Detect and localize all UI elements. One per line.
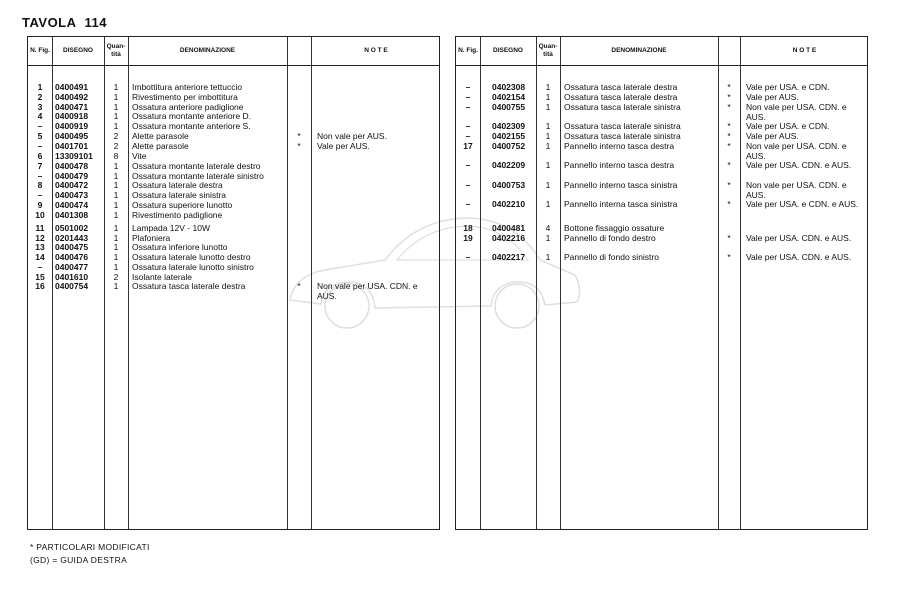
cell-qty: 1 <box>545 252 551 262</box>
cell-qty: 1 <box>545 121 551 131</box>
cell-denominazione: Ossatura inferiore lunotto <box>132 242 228 252</box>
table-row <box>28 111 439 121</box>
cell-note: Vale per AUS. <box>317 141 370 151</box>
title-number: 114 <box>84 15 107 30</box>
cell-disegno: 0501002 <box>55 223 89 233</box>
table-row <box>456 82 867 92</box>
header-qty: Quan-tità <box>106 43 126 58</box>
cell-fig: – <box>465 92 471 102</box>
cell-note: Non vale per USA. CDN. e AUS. <box>746 141 847 161</box>
cell-disegno: 0401308 <box>55 210 89 220</box>
cell-note: Vale per AUS. <box>746 131 799 141</box>
cell-disegno: 0201443 <box>55 233 89 243</box>
cell-disegno: 0400477 <box>55 262 89 272</box>
cell-marker: * <box>727 82 731 92</box>
cell-qty: 1 <box>113 200 119 210</box>
cell-disegno: 0400476 <box>55 252 89 262</box>
cell-disegno: 0400918 <box>55 111 89 121</box>
cell-qty: 1 <box>113 190 119 200</box>
cell-qty: 1 <box>545 92 551 102</box>
cell-denominazione: Pannello interno tasca destra <box>564 141 675 151</box>
header-fig: N. Fig. <box>458 47 478 54</box>
cell-note: Non vale per AUS. <box>317 131 387 141</box>
cell-marker: * <box>727 180 731 190</box>
cell-fig: 7 <box>37 161 43 171</box>
header-denominazione: DENOMINAZIONE <box>179 47 236 54</box>
footnote-gd: (GD) = GUIDA DESTRA <box>30 555 128 565</box>
cell-qty: 1 <box>113 82 119 92</box>
cell-qty: 1 <box>113 252 119 262</box>
cell-denominazione: Pannello interna tasca sinistra <box>564 199 678 209</box>
cell-qty: 8 <box>113 151 119 161</box>
cell-denominazione: Ossatura montante anteriore D. <box>132 111 252 121</box>
cell-qty: 1 <box>545 180 551 190</box>
cell-denominazione: Alette parasole <box>132 131 189 141</box>
cell-note: Vale per USA. CDN. e AUS. <box>746 160 852 170</box>
cell-fig: – <box>465 199 471 209</box>
cell-marker: * <box>727 252 731 262</box>
cell-disegno: 0402308 <box>492 82 526 92</box>
cell-disegno: 0402155 <box>492 131 526 141</box>
cell-denominazione: Pannello di fondo sinistro <box>564 252 659 262</box>
cell-fig: 6 <box>37 151 43 161</box>
cell-denominazione: Isolante laterale <box>132 272 193 282</box>
table-row <box>456 160 867 170</box>
cell-disegno: 0400753 <box>492 180 526 190</box>
cell-note: Non vale per USA. CDN. e AUS. <box>746 180 847 200</box>
cell-fig: 12 <box>35 233 45 243</box>
cell-denominazione: Alette parasole <box>132 141 189 151</box>
header-fig: N. Fig. <box>30 47 50 54</box>
cell-note: Non vale per USA. CDN. e AUS. <box>317 281 418 301</box>
cell-denominazione: Pannello interno tasca sinistra <box>564 180 678 190</box>
cell-denominazione: Ossatura laterale lunotto sinistro <box>132 262 254 272</box>
cell-qty: 1 <box>113 210 119 220</box>
cell-fig: 2 <box>37 92 43 102</box>
cell-qty: 1 <box>545 233 551 243</box>
cell-note: Vale per USA. e CDN. <box>746 121 830 131</box>
cell-qty: 1 <box>113 262 119 272</box>
table-row <box>28 151 439 161</box>
cell-disegno: 0400472 <box>55 180 89 190</box>
cell-disegno: 0400479 <box>55 171 89 181</box>
cell-disegno: 0400474 <box>55 200 89 210</box>
cell-marker: * <box>297 131 301 141</box>
cell-disegno: 0400755 <box>492 102 526 112</box>
header-denominazione: DENOMINAZIONE <box>611 47 667 54</box>
cell-fig: – <box>37 121 43 131</box>
cell-disegno: 0400754 <box>55 281 89 291</box>
cell-note: Non vale per USA. CDN. e AUS. <box>746 102 847 122</box>
cell-fig: – <box>37 190 43 200</box>
cell-qty: 1 <box>545 102 551 112</box>
cell-denominazione: Imbottitura anteriore tettuccio <box>132 82 243 92</box>
car-watermark-icon <box>285 190 585 340</box>
cell-fig: – <box>37 262 43 272</box>
cell-fig: 13 <box>35 242 45 252</box>
cell-marker: * <box>727 141 731 151</box>
cell-disegno: 0400491 <box>55 82 89 92</box>
cell-denominazione: Ossatura laterale destra <box>132 180 223 190</box>
table-row <box>456 180 867 200</box>
table-row <box>456 121 867 131</box>
cell-fig: 9 <box>37 200 43 210</box>
table-row <box>28 82 439 92</box>
cell-qty: 1 <box>113 242 119 252</box>
cell-fig: 14 <box>35 252 45 262</box>
cell-qty: 1 <box>113 111 119 121</box>
cell-disegno: 0402216 <box>492 233 526 243</box>
cell-fig: 10 <box>35 210 45 220</box>
cell-disegno: 0402209 <box>492 160 526 170</box>
cell-denominazione: Plafoniera <box>132 233 171 243</box>
cell-disegno: 0400471 <box>55 102 89 112</box>
cell-denominazione: Rivestimento padiglione <box>132 210 223 220</box>
cell-fig: – <box>465 131 471 141</box>
cell-fig: 17 <box>463 141 473 151</box>
cell-qty: 1 <box>113 223 119 233</box>
cell-denominazione: Ossatura montante anteriore S. <box>132 121 251 131</box>
cell-denominazione: Ossatura tasca laterale sinistra <box>564 131 681 141</box>
cell-qty: 2 <box>113 131 119 141</box>
cell-denominazione: Lampada 12V - 10W <box>132 223 210 233</box>
cell-disegno: 0400478 <box>55 161 89 171</box>
cell-disegno: 0400473 <box>55 190 89 200</box>
cell-fig: 4 <box>37 111 43 121</box>
cell-denominazione: Pannello interno tasca destra <box>564 160 675 170</box>
cell-denominazione: Ossatura tasca laterale destra <box>132 281 246 291</box>
cell-qty: 1 <box>545 141 551 151</box>
cell-marker: * <box>297 141 301 151</box>
cell-qty: 1 <box>545 199 551 209</box>
cell-qty: 1 <box>545 160 551 170</box>
table-row <box>456 92 867 102</box>
cell-marker: * <box>727 121 731 131</box>
cell-qty: 2 <box>113 141 119 151</box>
cell-qty: 4 <box>545 223 551 233</box>
cell-disegno: 0400492 <box>55 92 89 102</box>
cell-fig: – <box>465 160 471 170</box>
cell-fig: 8 <box>37 180 43 190</box>
header-note: N O T E <box>792 47 817 54</box>
header-disegno: DISEGNO <box>63 47 93 54</box>
cell-denominazione: Ossatura montante laterale sinistro <box>132 171 264 181</box>
cell-qty: 1 <box>113 180 119 190</box>
cell-fig: – <box>465 180 471 190</box>
title-label: TAVOLA <box>22 15 77 30</box>
cell-qty: 1 <box>113 161 119 171</box>
cell-denominazione: Bottone fissaggio ossature <box>564 223 665 233</box>
cell-denominazione: Pannello di fondo destro <box>564 233 656 243</box>
cell-qty: 1 <box>113 92 119 102</box>
cell-note: Vale per USA. e CDN. <box>746 82 830 92</box>
cell-fig: 15 <box>35 272 45 282</box>
cell-denominazione: Ossatura tasca laterale sinistra <box>564 102 681 112</box>
cell-note: Vale per USA. CDN. e AUS. <box>746 252 852 262</box>
cell-disegno: 0402210 <box>492 199 526 209</box>
cell-marker: * <box>727 102 731 112</box>
cell-fig: – <box>37 171 43 181</box>
cell-fig: 5 <box>37 131 43 141</box>
cell-denominazione: Vite <box>132 151 147 161</box>
cell-fig: 1 <box>37 82 43 92</box>
cell-qty: 1 <box>113 233 119 243</box>
cell-disegno: 0401610 <box>55 272 89 282</box>
cell-disegno: 0402309 <box>492 121 526 131</box>
table-row <box>456 141 867 161</box>
cell-marker: * <box>727 92 731 102</box>
cell-fig: 3 <box>37 102 43 112</box>
cell-disegno: 0400481 <box>492 223 526 233</box>
table-row <box>28 180 439 190</box>
cell-denominazione: Ossatura tasca laterale sinistra <box>564 121 681 131</box>
cell-qty: 1 <box>545 82 551 92</box>
cell-fig: – <box>465 82 471 92</box>
cell-denominazione: Ossatura anteriore padiglione <box>132 102 244 112</box>
cell-denominazione: Ossatura superiore lunotto <box>132 200 233 210</box>
table-row <box>456 131 867 141</box>
cell-note: Vale per AUS. <box>746 92 799 102</box>
cell-note: Vale per USA. e CDN. e AUS. <box>746 199 859 209</box>
cell-fig: – <box>37 141 43 151</box>
cell-disegno: 0402217 <box>492 252 526 262</box>
cell-note: Vale per USA. CDN. e AUS. <box>746 233 852 243</box>
cell-qty: 1 <box>113 121 119 131</box>
cell-denominazione: Ossatura tasca laterale destra <box>564 92 678 102</box>
cell-fig: 11 <box>35 223 45 233</box>
table-row <box>28 92 439 102</box>
cell-qty: 2 <box>113 272 119 282</box>
cell-fig: – <box>465 121 471 131</box>
cell-disegno: 0400475 <box>55 242 89 252</box>
table-row <box>28 141 439 151</box>
header-qty: Quan-tità <box>538 43 558 58</box>
cell-denominazione: Rivestimento per imbottitura <box>132 92 238 102</box>
cell-disegno: 0400919 <box>55 121 89 131</box>
table-row <box>456 102 867 122</box>
cell-marker: * <box>297 281 301 291</box>
cell-marker: * <box>727 199 731 209</box>
cell-fig: – <box>465 252 471 262</box>
cell-denominazione: Ossatura laterale lunotto destro <box>132 252 251 262</box>
cell-disegno: 0401701 <box>55 141 89 151</box>
cell-fig: 16 <box>35 281 45 291</box>
page-title <box>22 15 107 30</box>
header-disegno: DISEGNO <box>493 47 523 54</box>
header-note: N O T E <box>364 47 388 54</box>
cell-fig: 18 <box>463 223 473 233</box>
cell-marker: * <box>727 131 731 141</box>
cell-fig: – <box>465 102 471 112</box>
cell-marker: * <box>727 160 731 170</box>
table-row <box>28 161 439 171</box>
cell-qty: 1 <box>113 281 119 291</box>
cell-fig: 19 <box>463 233 473 243</box>
footnote-modified: * PARTICOLARI MODIFICATI <box>30 542 150 552</box>
cell-qty: 1 <box>113 102 119 112</box>
cell-disegno: 13309101 <box>55 151 93 161</box>
table-row <box>28 121 439 131</box>
cell-denominazione: Ossatura laterale sinistra <box>132 190 227 200</box>
cell-qty: 1 <box>113 171 119 181</box>
cell-qty: 1 <box>545 131 551 141</box>
cell-denominazione: Ossatura montante laterale destro <box>132 161 261 171</box>
table-row <box>28 131 439 141</box>
cell-disegno: 0402154 <box>492 92 526 102</box>
cell-disegno: 0400495 <box>55 131 89 141</box>
cell-marker: * <box>727 233 731 243</box>
cell-denominazione: Ossatura tasca laterale destra <box>564 82 678 92</box>
cell-disegno: 0400752 <box>492 141 526 151</box>
